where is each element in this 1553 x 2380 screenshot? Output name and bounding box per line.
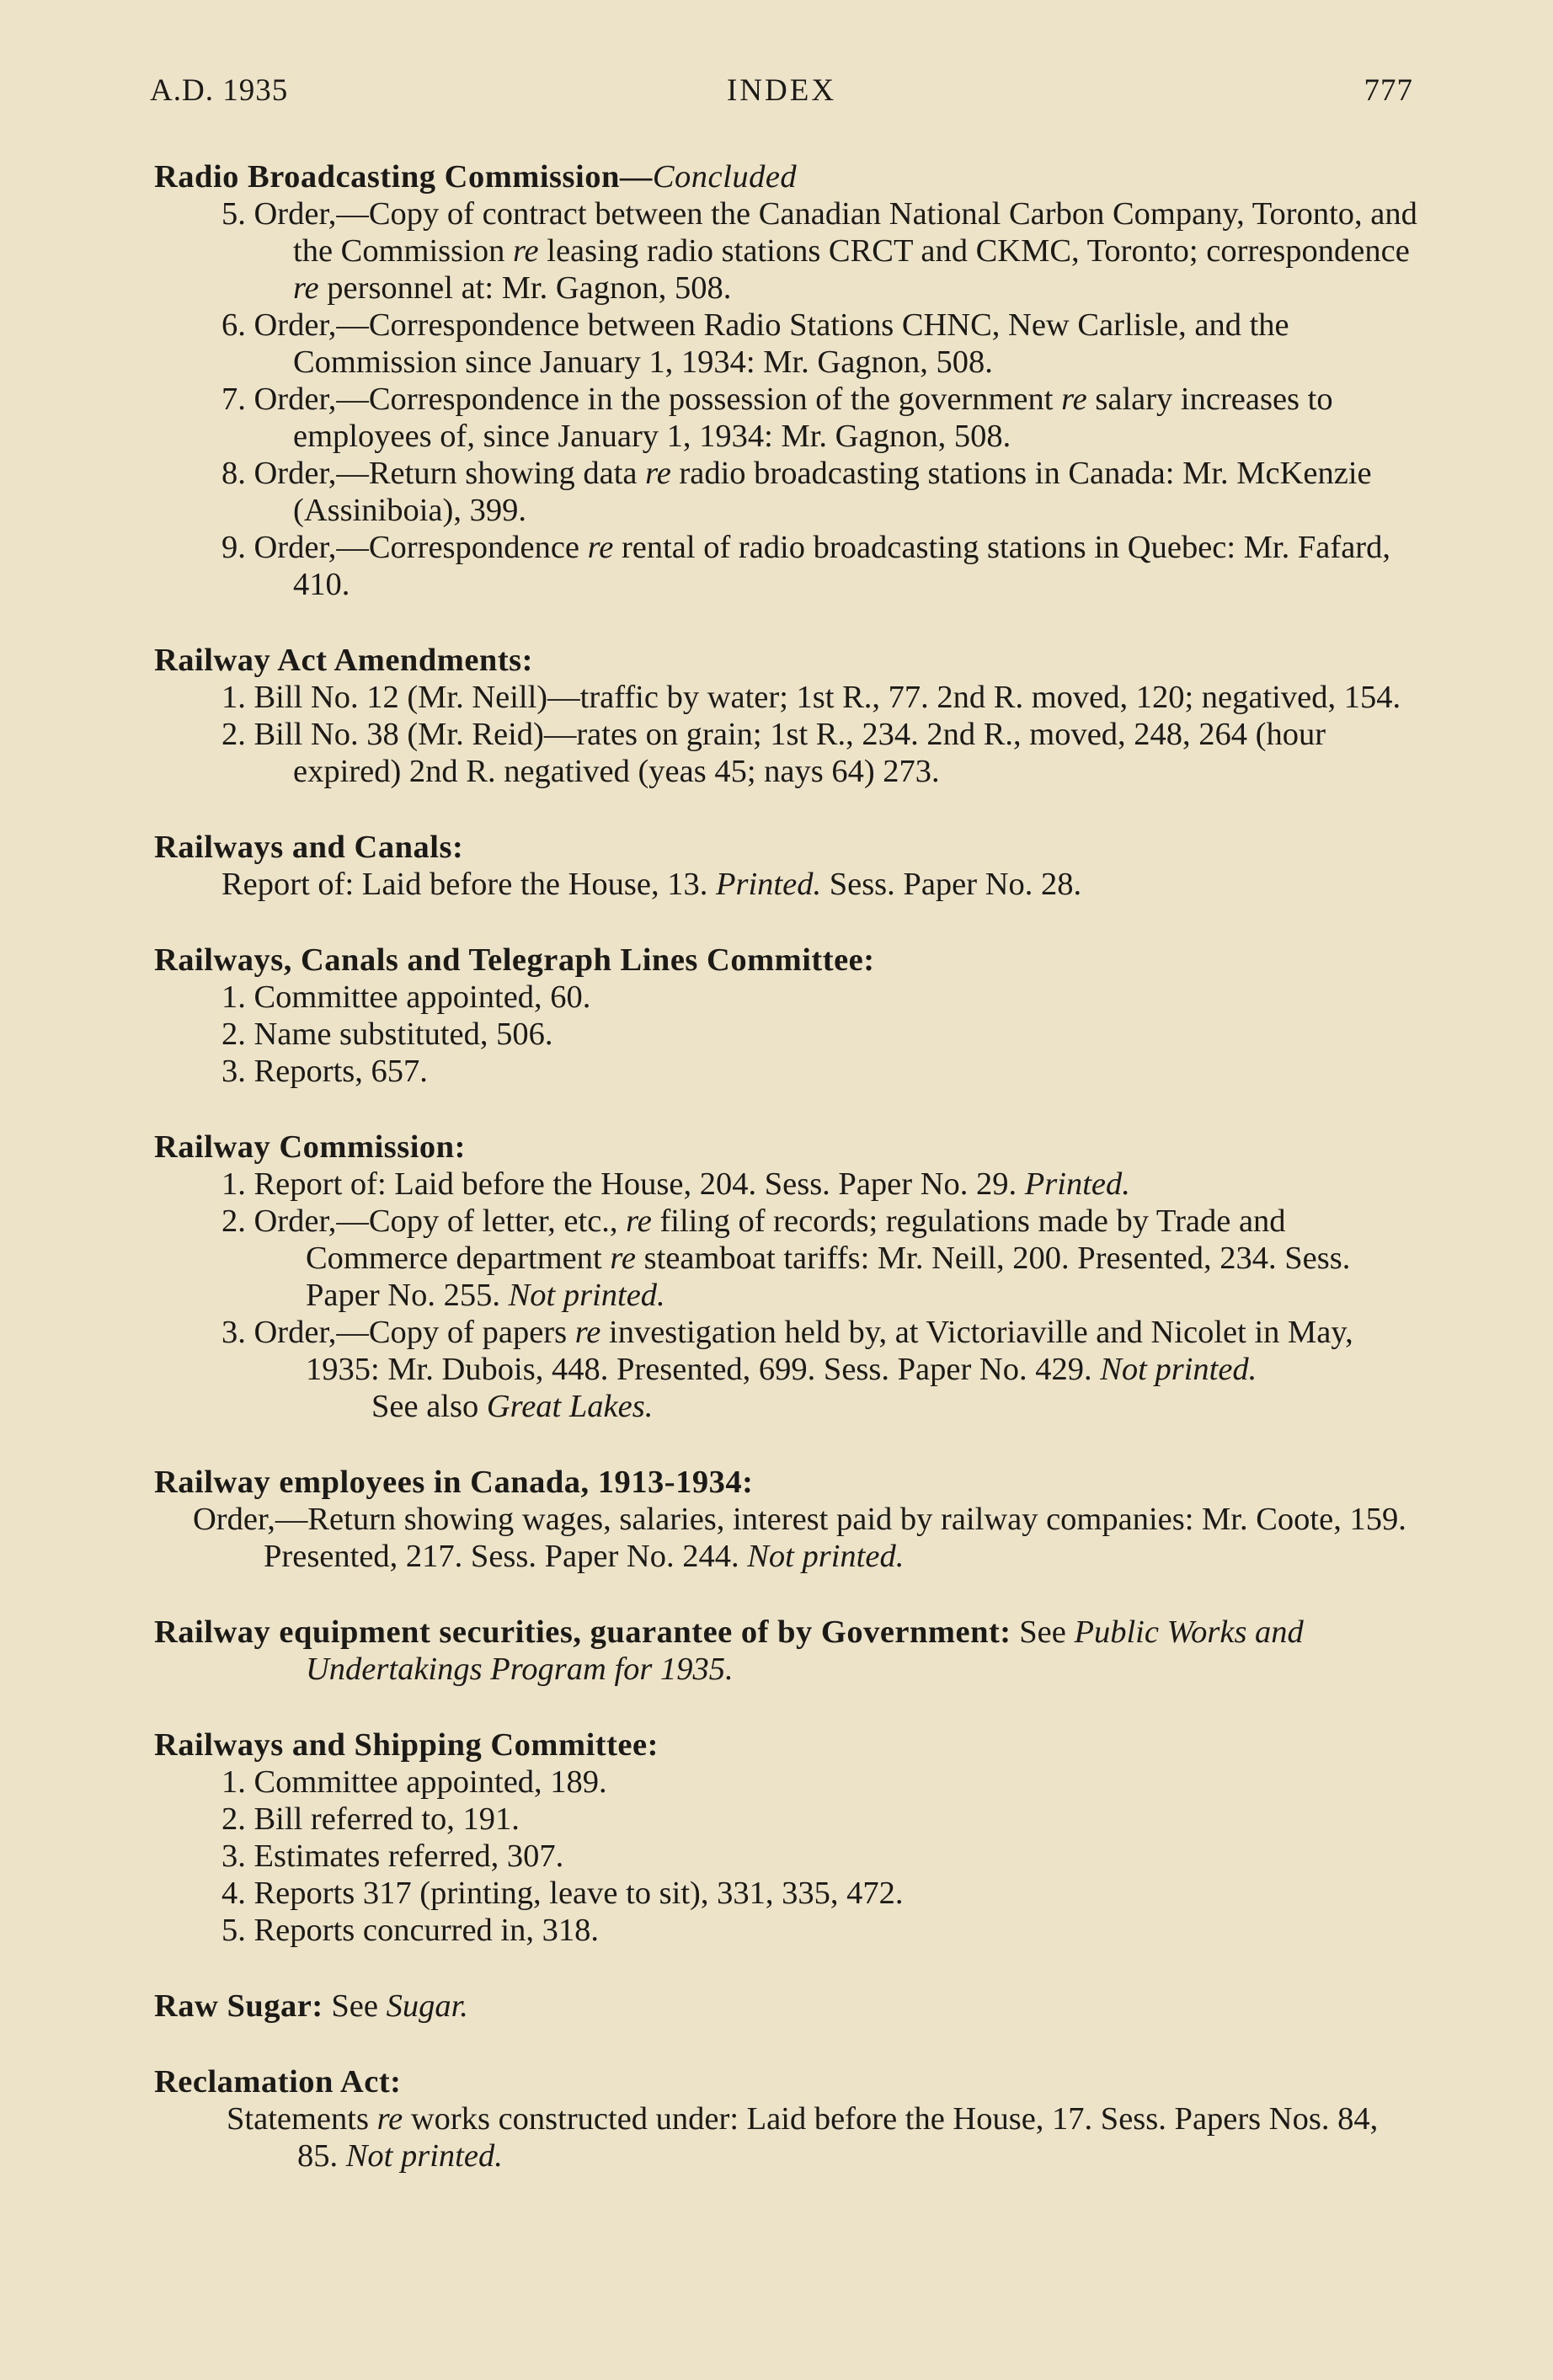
section-heading: Railways, Canals and Telegraph Lines Committee: — [154, 942, 875, 978]
index-section — [154, 1726, 1422, 1949]
section-heading: Railways and Shipping Committee: — [154, 1727, 659, 1763]
index-item: 5. Reports concurred in, 318. — [221, 1913, 599, 1948]
see-reference: See Sugar. — [323, 1988, 468, 2024]
index-item: 8. Order,—Return showing data re radio broadcasting stations in Canada: Mr. McKenzie (Assiniboia), 399. — [221, 456, 1372, 528]
index-content — [154, 158, 1422, 2213]
index-item: 2. Bill referred to, 191. — [221, 1801, 520, 1837]
index-section — [154, 1464, 1422, 1575]
section-heading: Railways and Canals: — [154, 830, 464, 865]
section-heading: Railway employees in Canada, 1913-1934: — [154, 1465, 754, 1500]
index-section — [154, 942, 1422, 1090]
index-item: 1. Bill No. 12 (Mr. Neill)—traffic by water; 1st R., 77. 2nd R. moved, 120; negatived, 154. — [221, 680, 1401, 715]
section-heading: Railway Commission: — [154, 1129, 466, 1165]
index-item: 6. Order,—Correspondence between Radio Stations CHNC, New Carlisle, and the Commission since January 1, 1934: Mr. Gagnon, 508. — [221, 307, 1289, 380]
index-line: Report of: Laid before the House, 13. Printed. Sess. Paper No. 28. — [221, 867, 1082, 902]
index-item: 2. Bill No. 38 (Mr. Reid)—rates on grain; 1st R., 234. 2nd R., moved, 248, 264 (hour expired) 2nd R. negatived (yeas 45; nays 64) 273. — [221, 717, 1326, 789]
index-line: Order,—Return showing wages, salaries, interest paid by railway companies: Mr. Coote, 159. Presented, 217. Sess. Paper No. 244. Not printed. — [193, 1502, 1406, 1574]
index-section — [154, 158, 1422, 603]
header-title: INDEX — [726, 73, 837, 108]
heading-suffix: Concluded — [652, 159, 798, 195]
index-item: 2. Name substituted, 506. — [221, 1017, 553, 1052]
running-head — [150, 72, 1413, 115]
index-item: 3. Order,—Copy of papers re investigation held by, at Victoriaville and Nicolet in May, 1935: Mr. Dubois, 448. Presented, 699. Sess. Paper No. 429. Not printed. — [221, 1315, 1353, 1387]
index-item: 1. Committee appointed, 189. — [221, 1764, 607, 1800]
section-heading: Radio Broadcasting Commission—Concluded — [154, 159, 798, 195]
section-heading: Railway equipment securities, guarantee of by Government: — [154, 1614, 1011, 1650]
header-year: A.D. 1935 — [150, 73, 289, 108]
index-item: 4. Reports 317 (printing, leave to sit), 331, 335, 472. — [221, 1876, 904, 1911]
index-item: 2. Order,—Copy of letter, etc., re filing of records; regulations made by Trade and Commerce department re steamboat tariffs: Mr. Neill, 200. Presented, 234. Sess. Paper No. 255. Not printed. — [221, 1203, 1351, 1313]
index-section — [154, 642, 1422, 790]
index-section — [154, 1129, 1422, 1425]
index-section — [154, 829, 1422, 903]
index-item: 1. Report of: Laid before the House, 204. Sess. Paper No. 29. Printed. — [221, 1166, 1130, 1202]
index-item: 3. Reports, 657. — [221, 1054, 428, 1089]
see-also-reference: See also Great Lakes. — [371, 1389, 654, 1424]
see-reference: See Public Works and Undertakings Program for 1935. — [306, 1614, 1304, 1687]
index-section — [154, 1614, 1422, 1688]
index-line: Statements re works constructed under: Laid before the House, 17. Sess. Papers Nos. 84, 85. Not printed. — [227, 2101, 1379, 2174]
index-item: 3. Estimates referred, 307. — [221, 1838, 564, 1874]
section-heading: Raw Sugar: — [154, 1988, 323, 2024]
index-item: 7. Order,—Correspondence in the possession of the government re salary increases to employees of, since January 1, 1934: Mr. Gagnon, 508. — [221, 382, 1333, 454]
index-section — [154, 1988, 1422, 2025]
section-heading: Railway Act Amendments: — [154, 643, 533, 678]
index-item: 9. Order,—Correspondence re rental of radio broadcasting stations in Quebec: Mr. Fafard, 410. — [221, 530, 1390, 602]
page-number: 777 — [1364, 73, 1413, 108]
index-section — [154, 2063, 1422, 2175]
index-item: 5. Order,—Copy of contract between the Canadian National Carbon Company, Toronto, and the Commission re leasing radio stations CRCT and CKMC, Toronto; correspondence re personnel at: Mr. Gagnon, 508. — [221, 196, 1417, 306]
section-heading: Reclamation Act: — [154, 2064, 402, 2100]
index-item: 1. Committee appointed, 60. — [221, 979, 591, 1015]
